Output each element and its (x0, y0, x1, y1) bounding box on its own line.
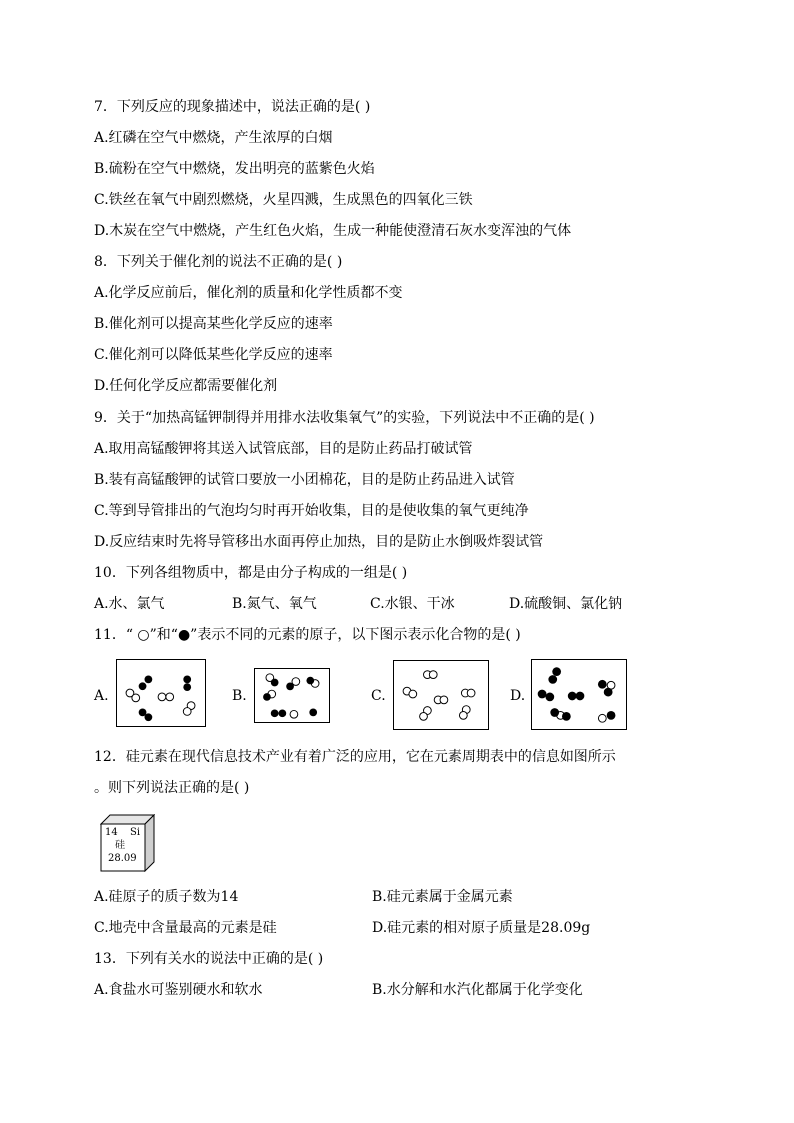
q12-option-d: D.硅元素的相对原子质量是28.09g (372, 920, 591, 936)
q7-option-d: D.木炭在空气中燃烧，产生红色火焰，生成一种能使澄清石灰水变浑浊的气体 (94, 223, 572, 239)
q9-option-c: C.等到导管排出的气泡均匀时再开始收集，目的是使收集的氧气更纯净 (94, 503, 529, 519)
element-name: 硅 (115, 840, 125, 851)
q12-option-b: B.硅元素属于金属元素 (372, 889, 513, 905)
q7-stem: 7．下列反应的现象描述中，说法正确的是( ) (94, 99, 371, 115)
q12-option-a: A.硅原子的质子数为14 (94, 889, 239, 905)
q11-stem: 11．“ ○”和“●”表示不同的元素的原子，以下图示表示化合物的是( ) (94, 627, 521, 643)
q8-option-c: C.催化剂可以降低某些化学反应的速率 (94, 347, 333, 363)
q7-option-c: C.铁丝在氧气中剧烈燃烧，火星四溅，生成黑色的四氧化三铁 (94, 192, 473, 208)
q11-label-d: D. (510, 688, 526, 704)
q13-option-b: B.水分解和水汽化都属于化学变化 (372, 982, 583, 998)
q12-stem-line2: 。则下列说法正确的是( ) (94, 780, 250, 796)
q13-stem: 13．下列有关水的说法中正确的是( ) (94, 951, 324, 967)
q10-stem: 10．下列各组物质中，都是由分子构成的一组是( ) (94, 565, 408, 581)
q11-label-b: B. (232, 688, 247, 704)
q8-stem: 8．下列关于催化剂的说法不正确的是( ) (94, 254, 343, 270)
q12-option-c: C.地壳中含量最高的元素是硅 (94, 920, 277, 936)
element-tile-silicon (100, 814, 155, 872)
q9-option-a: A.取用高锰酸钾将其送入试管底部，目的是防止药品打破试管 (94, 441, 473, 457)
element-number: 14 (105, 827, 118, 838)
q10-option-d: D.硫酸铜、氯化钠 (509, 596, 623, 612)
q10-option-a: A.水、氯气 (94, 596, 165, 612)
element-mass: 28.09 (108, 853, 137, 864)
q11-diagram-a (116, 659, 206, 727)
q11-label-c: C. (371, 688, 386, 704)
q10-option-c: C.水银、干冰 (370, 596, 455, 612)
q11-diagram-c (393, 660, 489, 730)
q8-option-d: D.任何化学反应都需要催化剂 (94, 378, 278, 394)
q8-option-b: B.催化剂可以提高某些化学反应的速率 (94, 316, 333, 332)
q11-label-a: A. (94, 688, 109, 704)
q7-option-a: A.红磷在空气中燃烧，产生浓厚的白烟 (94, 130, 333, 146)
q13-option-a: A.食盐水可鉴别硬水和软水 (94, 982, 263, 998)
q8-option-a: A.化学反应前后，催化剂的质量和化学性质都不变 (94, 285, 403, 301)
q7-option-b: B.硫粉在空气中燃烧，发出明亮的蓝紫色火焰 (94, 161, 375, 177)
q10-option-b: B.氮气、氧气 (232, 596, 317, 612)
q9-stem: 9．关于“加热高锰钾制得并用排水法收集氧气”的实验，下列说法中不正确的是( ) (94, 410, 595, 426)
q9-option-b: B.装有高锰酸钾的试管口要放一小团棉花，目的是防止药品进入试管 (94, 472, 515, 488)
q12-stem-line1: 12．硅元素在现代信息技术产业有着广泛的应用，它在元素周期表中的信息如图所示 (94, 749, 616, 765)
q11-diagram-b (254, 668, 330, 723)
q11-diagram-d (531, 659, 627, 730)
element-symbol: Si (130, 827, 141, 838)
q9-option-d: D.反应结束时先将导管移出水面再停止加热，目的是防止水倒吸炸裂试管 (94, 534, 544, 550)
